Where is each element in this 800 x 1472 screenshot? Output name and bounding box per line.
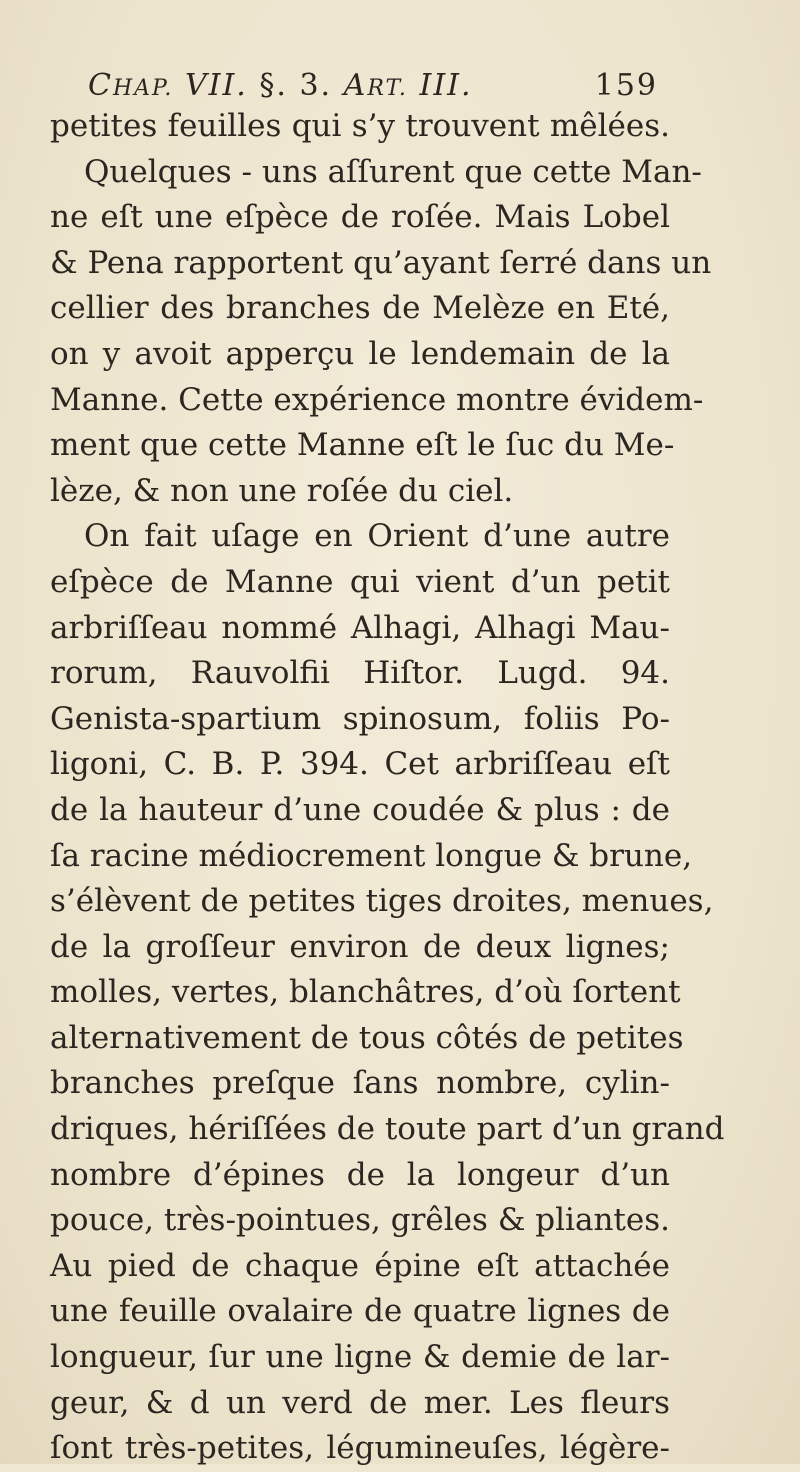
text-line: eſpèce de Manne qui vient d’un petit: [50, 563, 670, 600]
text-line: ne eſt une eſpèce de roſée. Mais Lobel: [50, 199, 670, 236]
text-line: petites feuilles qui s’y trouvent mêlées.: [50, 108, 670, 144]
text-line: longueur, ſur une ligne & demie de lar-: [50, 1339, 670, 1376]
text-line: s’élèvent de petites tiges droites, menues,: [50, 883, 714, 920]
text-line: nombre d’épines de la longeur d’un: [50, 1156, 670, 1193]
text-line: Quelques - uns aſſurent que cette Man-: [84, 153, 702, 190]
article-label: ART.: [343, 68, 408, 103]
text-line: ment que cette Manne eſt le ſuc du Me-: [50, 427, 675, 464]
text-line: molles, vertes, blanchâtres, d’où ſortent: [50, 974, 681, 1011]
text-line: ſa racine médiocrement longue & brune,: [50, 837, 693, 874]
text-line: rorum, Rauvolfii Hiſtor. Lugd. 94.: [50, 655, 670, 692]
text-line: geur, & d un verd de mer. Les fleurs: [50, 1384, 670, 1421]
body-text: [50, 104, 725, 1472]
text-line: lèze, & non une roſée du ciel.: [50, 472, 514, 509]
article-number: III.: [419, 68, 473, 103]
text-line: driques, hériſſées de toute part d’un grand: [50, 1111, 725, 1148]
page-number: 159: [594, 68, 658, 103]
text-line: Au pied de chaque épine eſt attachée: [50, 1247, 670, 1284]
text-line: de la hauteur d’une coudée & plus : de: [50, 791, 670, 828]
text-line: branches preſque ſans nombre, cylin-: [50, 1065, 670, 1102]
section-label: §. 3.: [259, 68, 333, 103]
text-line: une feuille ovalaire de quatre lignes de: [50, 1293, 670, 1330]
chapter-number: VII.: [184, 68, 248, 103]
text-line: on y avoit apperçu le lendemain de la: [50, 335, 670, 372]
text-line: de la groſſeur environ de deux lignes;: [50, 928, 670, 965]
text-line: cellier des branches de Melèze en Eté,: [50, 290, 670, 327]
running-header: [88, 66, 658, 109]
text-line: ligoni, C. B. P. 394. Cet arbriſſeau eſt: [50, 746, 670, 783]
text-line: ſont très-petites, légumineuſes, légère-: [50, 1430, 670, 1467]
text-line: Genista-spartium spinosum, foliis Po-: [50, 700, 670, 737]
text-line: arbriſſeau nommé Alhagi, Alhagi Mau-: [50, 609, 670, 646]
text-line: pouce, très-pointues, grêles & pliantes.: [50, 1202, 670, 1239]
text-line: & Pena rapportent qu’ayant ſerré dans un: [50, 244, 712, 281]
text-line: On fait uſage en Orient d’une autre: [84, 518, 670, 555]
text-line: alternativement de tous côtés de petites: [50, 1019, 684, 1056]
text-line: Manne. Cette expérience montre évidem-: [50, 381, 704, 418]
chapter-label: CHAP.: [88, 68, 174, 103]
